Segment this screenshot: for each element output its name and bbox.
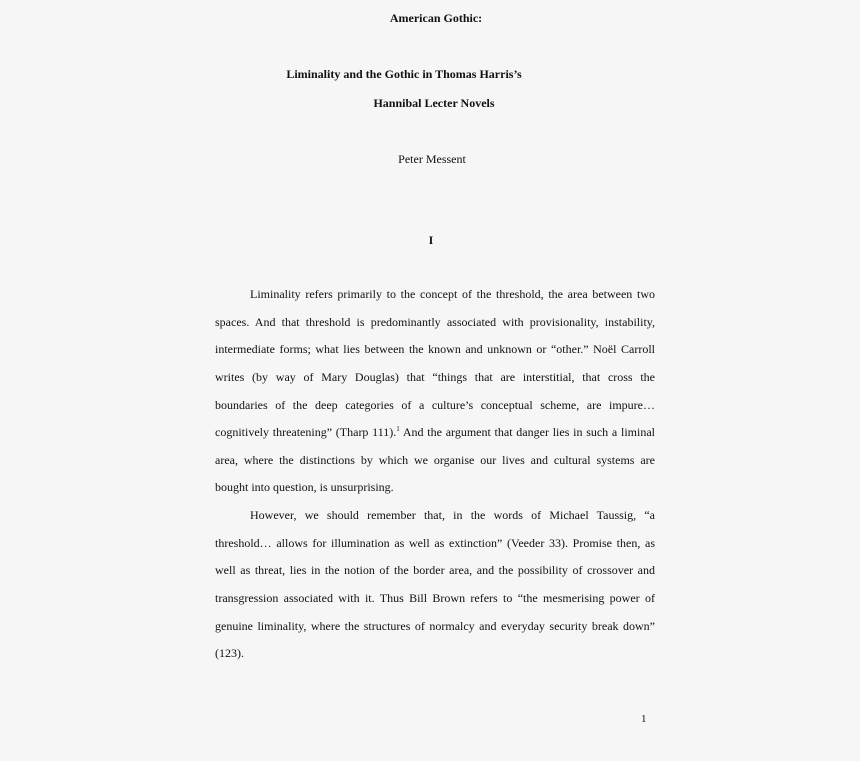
paragraph-line: area, where the distinctions by which we organise our lives and cultural systems are bbox=[215, 453, 655, 467]
paragraph-line: writes (by way of Mary Douglas) that “things that are interstitial, that cross the bbox=[215, 370, 655, 384]
paragraph-line: threshold… allows for illumination as well as extinction” (Veeder 33). Promise then, as bbox=[215, 536, 655, 550]
section-heading: I bbox=[428, 233, 434, 247]
paragraph-line: transgression associated with it. Thus Bill Brown refers to “the mesmerising power of bbox=[215, 591, 655, 605]
paragraph-line: However, we should remember that, in the words of Michael Taussig, “a bbox=[250, 508, 655, 522]
paragraph-line: boundaries of the deep categories of a culture’s conceptual scheme, are impure… bbox=[215, 398, 655, 412]
footnote-marker[interactable]: 1 bbox=[396, 425, 400, 433]
title-line-3: Hannibal Lecter Novels bbox=[373, 96, 495, 110]
paragraph-line: genuine liminality, where the structures of normalcy and everyday security break down” bbox=[215, 619, 655, 633]
line-text-after-footnote: And the argument that danger lies in such a liminal bbox=[402, 425, 656, 439]
paragraph-line: well as threat, lies in the notion of the border area, and the possibility of crossover and bbox=[215, 563, 655, 577]
paragraph-line: bought into question, is unsurprising. bbox=[215, 480, 394, 494]
paragraph-line: Liminality refers primarily to the concept of the threshold, the area between two bbox=[250, 287, 655, 301]
line-text-before-footnote: cognitively threatening” (Tharp 111). bbox=[215, 425, 397, 439]
paragraph-line: (123). bbox=[215, 646, 244, 660]
page-number: 1 bbox=[641, 713, 647, 725]
author-name: Peter Messent bbox=[398, 152, 466, 166]
title-line-1: American Gothic: bbox=[389, 11, 483, 25]
paragraph-line: spaces. And that threshold is predominantly associated with provisionality, instability, bbox=[215, 315, 655, 329]
paragraph-line-with-footnote bbox=[215, 425, 655, 439]
title-line-2: Liminality and the Gothic in Thomas Harris’s bbox=[286, 67, 522, 81]
paragraph-line: intermediate forms; what lies between the known and unknown or “other.” Noël Carroll bbox=[215, 342, 655, 356]
